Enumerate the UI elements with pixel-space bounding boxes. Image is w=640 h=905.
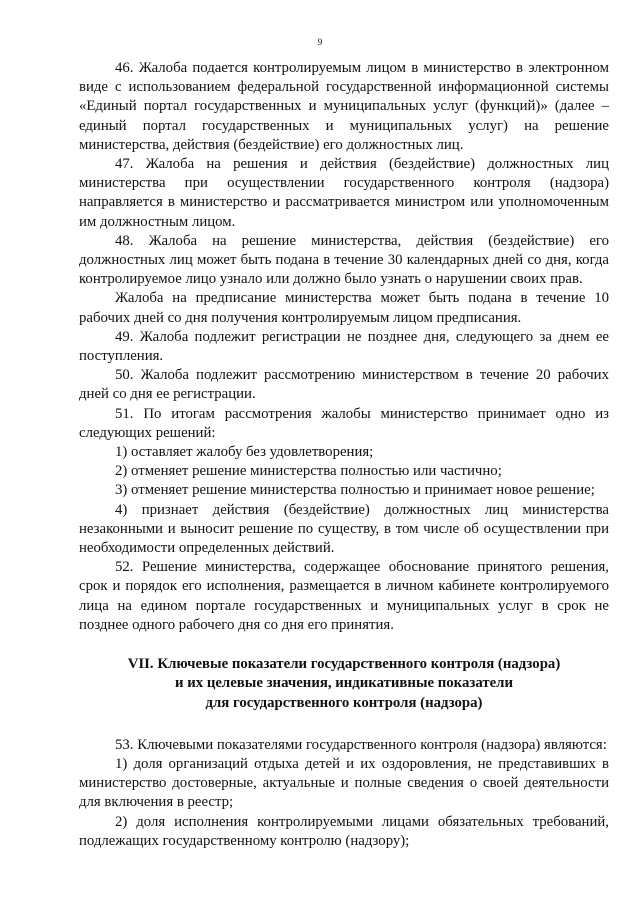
paragraph-53-item-1: 1) доля организаций отдыха детей и их оздоровления, не представивших в министерство достоверные, актуальные и полные сведения о своей деятельности для включения в реестр;: [79, 755, 609, 811]
paragraph-52: 52. Решение министерства, содержащее обоснование принятого решения, срок и порядок его исполнения, размещается в личном кабинете контролируемого лица на едином портале государственных и муниципальных услуг в срок не позднее одного рабочего дня со дня его принятия.: [79, 559, 609, 633]
page-number: 9: [317, 37, 323, 47]
paragraph-50: 50. Жалоба подлежит рассмотрению министерством в течение 20 рабочих дней со дня ее регистрации.: [79, 367, 609, 403]
paragraph-46: 46. Жалоба подается контролируемым лицом в министерство в электронном виде с использованием федеральной государственной информационной системы «Единый портал государственных и муниципальных услуг (функций)» (далее – единый портал государственных и муниципальных услуг) на решение министерства, действия (бездействие) его должностных лиц.: [79, 60, 609, 153]
paragraph-48: 48. Жалоба на решение министерства, действия (бездействие) его должностных лиц может быть подана в течение 30 календарных дней со дня, когда контролируемое лицо узнало или должно было узнать о нарушении своих прав.: [79, 232, 609, 288]
paragraph-51-item-4: 4) признает действия (бездействие) должностных лиц министерства незаконными и выносит решение по существу, в том числе об осуществлении при необходимости определенных действий.: [79, 501, 609, 557]
paragraph-47: 47. Жалоба на решения и действия (бездействие) должностных лиц министерства при осуществлении государственного контроля (надзора) направляется в министерство и рассматривается министром или уполномоченным им должностным лицом.: [79, 156, 609, 230]
paragraph-51-item-1: 1) оставляет жалобу без удовлетворения;: [115, 444, 374, 461]
paragraph-53: 53. Ключевыми показателями государственного контроля (надзора) являются:: [115, 736, 607, 753]
section-heading: [79, 655, 609, 713]
paragraph-49: 49. Жалоба подлежит регистрации не позднее дня, следующего за днем ее поступления.: [79, 328, 609, 365]
section-heading-line-1: VII. Ключевые показатели государственного контроля (надзора): [127, 656, 561, 673]
section-heading-line-3: для государственного контроля (надзора): [205, 694, 483, 711]
paragraph-51-item-2: 2) отменяет решение министерства полностью или частично;: [115, 463, 502, 480]
paragraph-53-item-2: 2) доля исполнения контролируемыми лицами обязательных требований, подлежащих государственному контролю (надзору);: [79, 813, 609, 849]
document-body: [79, 59, 609, 851]
paragraph-51: 51. По итогам рассмотрения жалобы министерство принимает одно из следующих решений:: [79, 405, 609, 441]
paragraph-51-item-3: 3) отменяет решение министерства полностью и принимает новое решение;: [115, 482, 595, 499]
paragraph-48-complaint-order: Жалоба на предписание министерства может быть подана в течение 10 рабочих дней со дня получения контролируемым лицом предписания.: [79, 290, 609, 326]
section-heading-line-2: и их целевые значения, индикативные показатели: [174, 675, 514, 692]
